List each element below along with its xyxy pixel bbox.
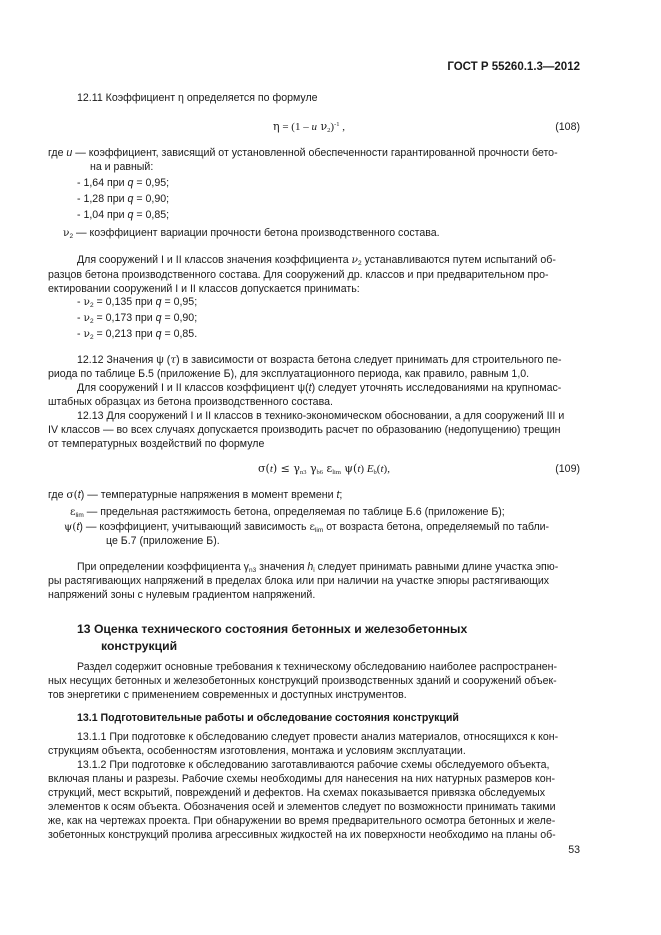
list-item: - $\nu_2 = 0,135$ при q = 0,95; [77, 296, 198, 309]
where-u-line1: где u — коэффициент, зависящий от установленной обеспеченности гарантированной прочности бето- [48, 147, 558, 159]
section-13-intro-line2: ных несущих бетонных и железобетонных конструкций производственных зданий и сооружений объек- [48, 675, 557, 687]
clause-12-12-line1: 12.12 Значения ψ (τ) в зависимости от возраста бетона следует принимать для строительного пе- [77, 354, 562, 366]
para-nu2-line2: разцов бетона производственного состава. Для сооружений др. классов и при предварительном про- [48, 269, 549, 281]
para-nu2-line3: ектировании сооружений I и II классов допускается принимать: [48, 283, 360, 295]
page-number: 53 [568, 844, 580, 856]
section-13-intro-line1: Раздел содержит основные требования к техническому обследованию наиболее распространен- [77, 661, 558, 673]
clause-12-11: 12.11 Коэффициент η определяется по формуле [77, 92, 318, 104]
clause-12-13-line1: 12.13 Для сооружений I и II классов в технико-экономическом обосновании, а для сооружений III и [77, 410, 565, 422]
clause-13-1-2-line4: элементов к осям объекта. Обозначения осей и элементов следует по возможности принимать такими [48, 801, 556, 813]
where-psi: ψ(t) — коэффициент, учитывающий зависимость $\varepsilon_{lim}$ от возраста бетона, определяемый по табли- [64, 521, 550, 534]
para-gamma-line1: При определении коэффициента $\gamma_{n3}$ значения $h_i$ следует принимать равными длине участка эпю- [77, 561, 559, 574]
clause-12-12-line3: Для сооружений I и II классов коэффициент ψ(t) следует уточнять исследованиями на крупномас- [77, 382, 562, 394]
clause-13-1-1-line1: 13.1.1 При подготовке к обследованию следует провести анализ материалов, относящихся к кон- [77, 731, 559, 743]
list-item: - 1,64 при q = 0,95; [77, 177, 170, 189]
formula-number-109: (109) [555, 463, 580, 475]
list-item: - $\nu_2 = 0,213$ при q = 0,85. [77, 328, 198, 341]
where-sigma: где σ(t) — температурные напряжения в момент времени t; [48, 489, 343, 501]
clause-13-1-2-line3: струкций, мест вскрытий, повреждений и дефектов. На схемах показывается привязка обследуемых [48, 787, 546, 799]
clause-13-1-2-line1: 13.1.2 При подготовке к обследованию заготавливаются рабочие схемы обследуемого объекта, [77, 759, 550, 771]
where-psi-line2: це Б.7 (приложение Б). [106, 535, 220, 547]
section-13-heading [77, 621, 467, 655]
section-13-title-line1: 13 Оценка технического состояния бетонных и железобетонных [77, 622, 468, 636]
where-u-line2: на и равный: [90, 161, 154, 173]
subsection-13-1-heading: 13.1 Подготовительные работы и обследование состояния конструкций [77, 712, 459, 724]
list-item: - $\nu_2 = 0,173$ при q = 0,90; [77, 312, 198, 325]
where-nu2: $\nu_2$ — коэффициент вариации прочности бетона производственного состава. [63, 227, 440, 240]
clause-12-13-line2: IV классов — во всех случаях допускается производить расчет по образованию (недопущению) трещин [48, 424, 561, 436]
list-item: - 1,04 при q = 0,85; [77, 209, 170, 221]
clause-13-1-2-line6: зобетонных конструкций пролива агрессивных жидкостей на их поверхности необходимо на планы об- [48, 829, 556, 841]
clause-13-1-2-line2: включая планы и разрезы. Рабочие схемы необходимы для нанесения на них натурных размеров кон- [48, 773, 555, 785]
para-nu2-line1: Для сооружений I и II классов значения коэффициента $\nu_2$ устанавливаются путем испытаний об- [77, 254, 556, 267]
clause-12-13-line3: от температурных воздействий по формуле [48, 438, 265, 450]
formula-109: $\sigma(t) \le \gamma_{n3}$ $\gamma_{b6}$ $\varepsilon_{lim}$ ψ(t) $E_b(t)$, [258, 462, 390, 476]
formula-108: η = (1 – u $\nu_2)^{-1}$ , [273, 120, 345, 134]
section-13-intro-line3: тов энергетики с применением современных и доступных инструментов. [48, 689, 407, 701]
standard-designation: ГОСТ Р 55260.1.3—2012 [447, 61, 580, 73]
clause-13-1-2-line5: же, как на чертежах проекта. При обнаружении во время предварительного осмотра бетонных и желе- [48, 815, 556, 827]
where-eps-lim: $\varepsilon_{lim}$ — предельная растяжимость бетона, определяемая по таблице Б.6 (приложение Б); [70, 506, 505, 519]
section-13-title-line2: конструкций [101, 639, 178, 653]
para-gamma-line3: напряжений зоны с нулевым градиентом напряжений. [48, 589, 316, 601]
para-gamma-line2: ры растягивающих напряжений в пределах блока или при наличии на участке эпюры растягивающих [48, 575, 550, 587]
clause-12-12-line2: риода по таблице Б.5 (приложение Б), для эксплуатационного периода, как правило, равным 1,0. [48, 368, 530, 380]
clause-12-12-line4: штабных образцах из бетона производственного состава. [48, 396, 333, 408]
formula-number-108: (108) [555, 121, 580, 133]
list-item: - 1,28 при q = 0,90; [77, 193, 170, 205]
clause-13-1-1-line2: струкциям объекта, особенностям изготовления, монтажа и условиям эксплуатации. [48, 745, 466, 757]
